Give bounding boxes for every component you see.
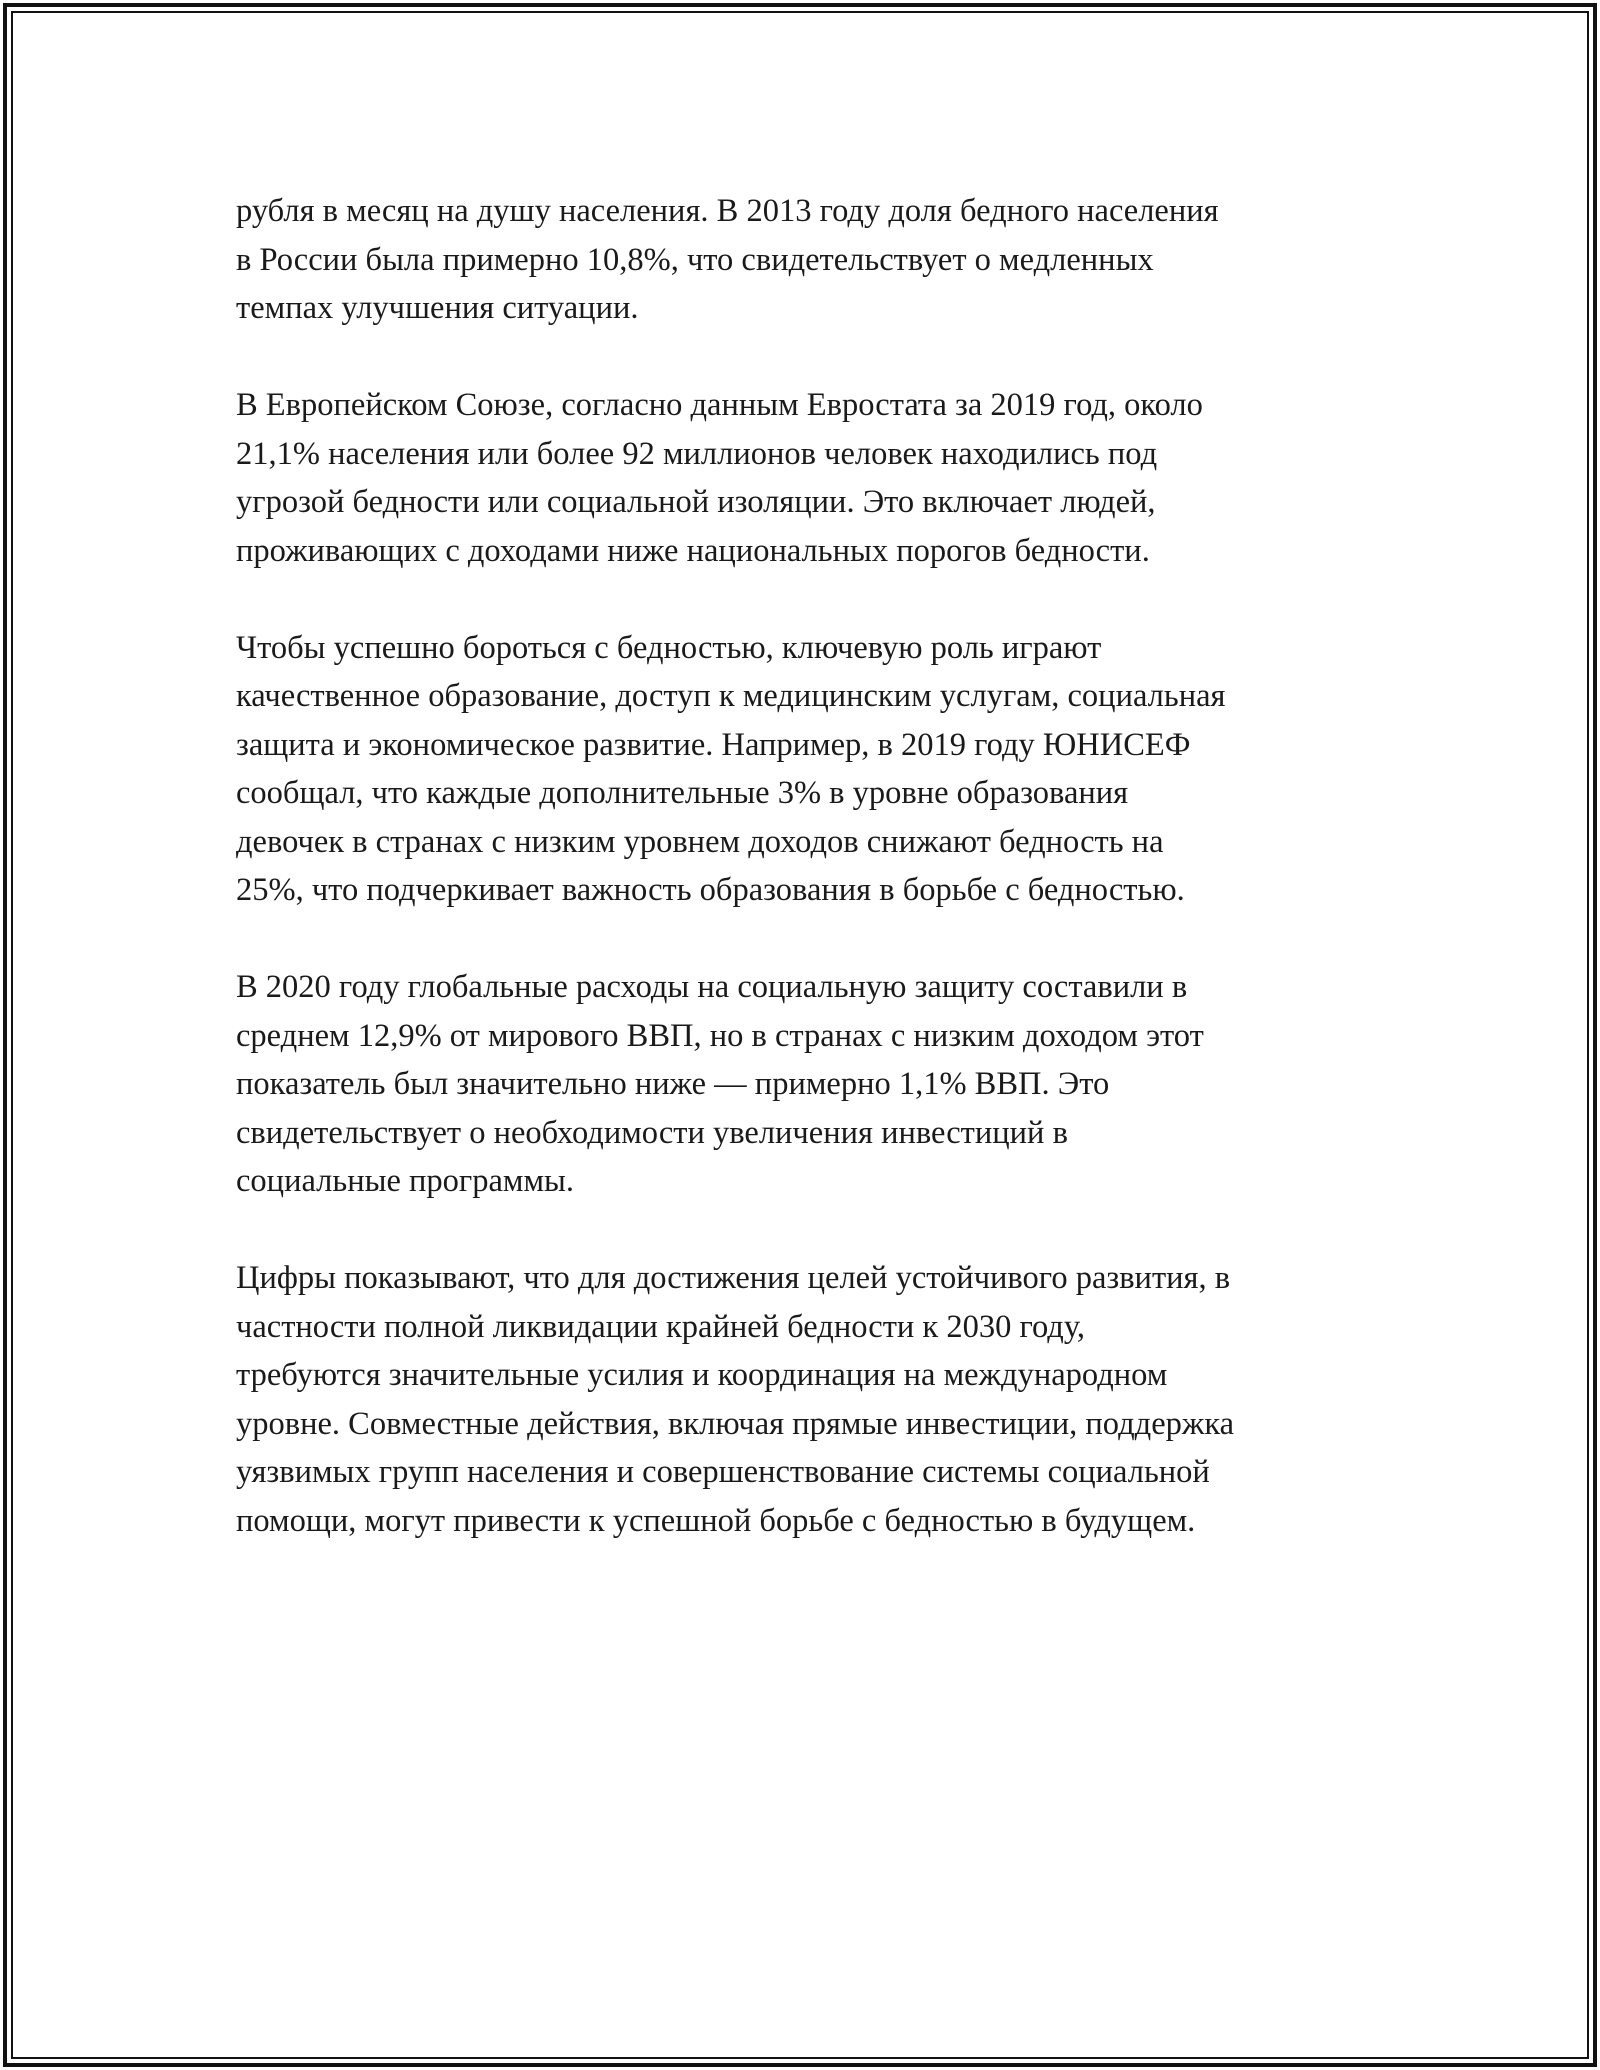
text-line: Цифры показывают, что для достижения целей устойчивого развития, в — [236, 1260, 1231, 1296]
text-line: требуются значительные усилия и координация на международном — [236, 1357, 1168, 1393]
text-line: качественное образование, доступ к медицинским услугам, социальная — [236, 678, 1226, 714]
text-line: уязвимых групп населения и совершенствование системы социальной — [236, 1454, 1210, 1490]
text-line: помощи, могут привести к успешной борьбе с бедностью в будущем. — [236, 1502, 1196, 1539]
text-line: девочек в странах с низким уровнем доходов снижают бедность на — [236, 823, 1164, 860]
text-line: рубля в месяц на душу населения. В 2013 году доля бедного населения — [236, 193, 1219, 229]
paragraph-2 — [236, 381, 1366, 575]
text-line: защита и экономическое развитие. Например, в 2019 году ЮНИСЕФ — [236, 726, 1191, 763]
text-line: В Европейском Союзе, согласно данным Евростата за 2019 год, около — [236, 387, 1203, 423]
paragraph-3 — [236, 624, 1366, 915]
text-line: в России была примерно 10,8%, что свидетельствует о медленных — [236, 241, 1154, 278]
paragraph-4 — [236, 963, 1366, 1206]
text-line: свидетельствует о необходимости увеличения инвестиций в — [236, 1114, 1068, 1151]
text-line: среднем 12,9% от мирового ВВП, но в странах с низким доходом этот — [236, 1017, 1204, 1054]
text-line: уровне. Совместные действия, включая прямые инвестиции, поддержка — [236, 1405, 1235, 1442]
text-line: социальные программы. — [236, 1163, 574, 1199]
paragraph-1 — [236, 187, 1366, 333]
text-line: 21,1% населения или более 92 миллионов человек находились под — [236, 435, 1158, 472]
text-line: показатель был значительно ниже — примерно 1,1% ВВП. Это — [236, 1066, 1110, 1102]
paragraph-5 — [236, 1254, 1366, 1545]
text-line: 25%, что подчеркивает важность образования в борьбе с бедностью. — [236, 872, 1185, 908]
document-body — [236, 187, 1366, 1594]
text-line: частности полной ликвидации крайней бедности к 2030 году, — [236, 1308, 1085, 1345]
text-line: темпах улучшения ситуации. — [236, 290, 639, 326]
text-line: угрозой бедности или социальной изоляции. Это включает людей, — [236, 484, 1156, 520]
text-line: сообщал, что каждые дополнительные 3% в уровне образования — [236, 775, 1129, 811]
text-line: В 2020 году глобальные расходы на социальную защиту составили в — [236, 969, 1188, 1005]
text-line: Чтобы успешно бороться с бедностью, ключевую роль играют — [236, 629, 1102, 666]
text-line: проживающих с доходами ниже национальных порогов бедности. — [236, 532, 1150, 569]
